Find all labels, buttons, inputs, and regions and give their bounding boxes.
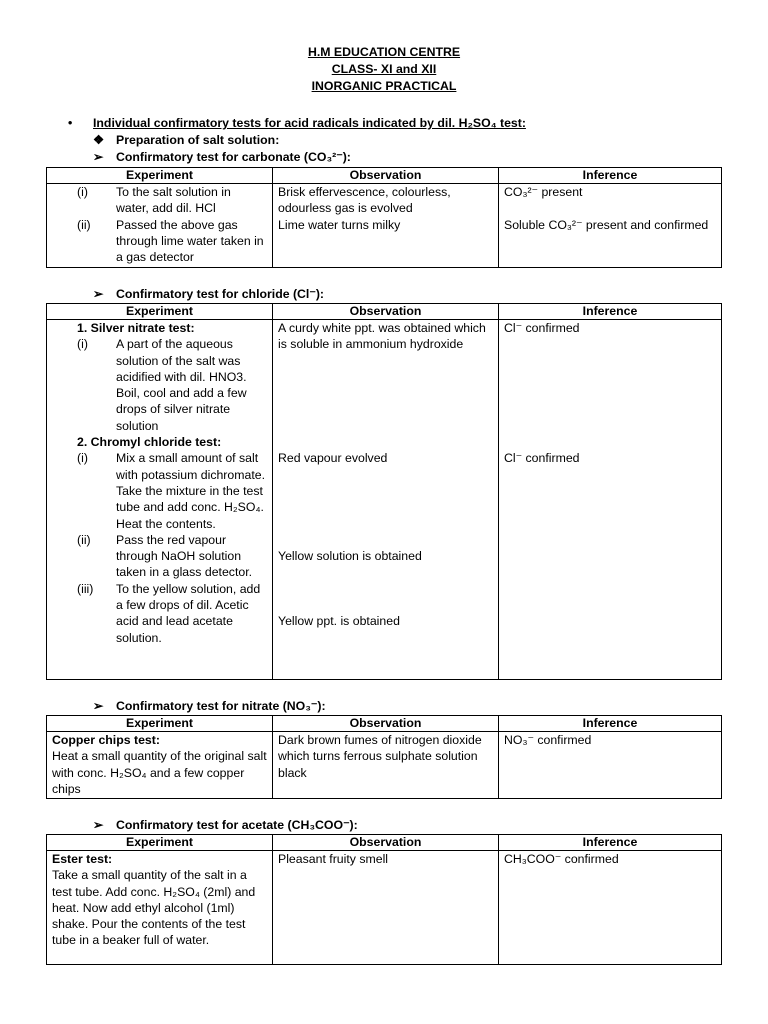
title-centre: H.M EDUCATION CENTRE xyxy=(307,45,461,59)
prep-heading: Preparation of salt solution: xyxy=(116,133,280,147)
observation-text: Pleasant fruity smell xyxy=(278,852,389,866)
inference-text: CO₃²⁻ present xyxy=(504,185,583,199)
observation-text: A curdy white ppt. was obtained which is soluble in ammonium hydroxide xyxy=(278,321,486,352)
col-inference: Inference xyxy=(499,716,722,732)
experiment-text: To the yellow solution, add a few drops of dil. Acetic acid and lead acetate solution. xyxy=(116,581,261,645)
subtest-heading: 1. Silver nitrate test: xyxy=(77,321,195,335)
col-observation: Observation xyxy=(273,835,499,851)
row-number: (i) xyxy=(77,185,88,199)
row-number: (iii) xyxy=(77,581,94,596)
experiment-text: Pass the red vapour through NaOH solution taken in a glass detector. xyxy=(116,532,253,580)
acetate-title: Confirmatory test for acetate (CH₃COO⁻): xyxy=(116,818,358,832)
col-experiment: Experiment xyxy=(47,835,273,851)
col-observation: Observation xyxy=(273,716,499,732)
arrow-icon: ➢ xyxy=(93,699,104,713)
col-experiment: Experiment xyxy=(47,716,273,732)
observation-text: Dark brown fumes of nitrogen dioxide which turns ferrous sulphate solution black xyxy=(278,733,482,780)
experiment-text: A part of the aqueous solution of the salt was acidified with dil. HNO3. Boil, cool and add a few drops of silver nitrate solution xyxy=(116,337,247,433)
experiment-text: Take a small quantity of the salt in a test tube. Add conc. H₂SO₄ (2ml) and heat. Now add ethyl alcohol (1ml) shake. Pour the contents of the test tube in a beaker full of water. xyxy=(52,868,256,948)
inference-text: Cl⁻ confirmed xyxy=(504,321,580,335)
bullet-icon: • xyxy=(68,116,73,130)
table-row xyxy=(47,732,722,799)
col-experiment: Experiment xyxy=(47,168,273,184)
row-number: (ii) xyxy=(77,532,91,547)
arrow-icon: ➢ xyxy=(93,818,104,832)
col-inference: Inference xyxy=(499,168,722,184)
inference-text: Cl⁻ confirmed xyxy=(504,451,580,465)
title-class: CLASS- XI and XII xyxy=(331,62,437,76)
inference-text: Soluble CO₃²⁻ present and confirmed xyxy=(504,217,709,232)
nitrate-title: Confirmatory test for nitrate (NO₃⁻): xyxy=(116,699,326,713)
col-observation: Observation xyxy=(273,168,499,184)
experiment-text: To the salt solution in water, add dil. HCl xyxy=(116,185,231,216)
carbonate-title: Confirmatory test for carbonate (CO₃²⁻): xyxy=(116,150,351,164)
col-observation: Observation xyxy=(273,304,499,320)
test-heading: Ester test: xyxy=(52,852,113,866)
chloride-title: Confirmatory test for chloride (Cl⁻): xyxy=(116,287,325,301)
arrow-icon: ➢ xyxy=(93,287,104,301)
observation-text: Red vapour evolved xyxy=(278,451,388,465)
observation-text: Yellow ppt. is obtained xyxy=(278,614,400,628)
chloride-table xyxy=(46,303,722,680)
table-row xyxy=(47,320,722,680)
inference-text: CH₃COO⁻ confirmed xyxy=(504,852,619,866)
test-heading: Copper chips test: xyxy=(52,733,160,747)
title-subject: INORGANIC PRACTICAL xyxy=(311,79,457,93)
observation-text: Yellow solution is obtained xyxy=(278,549,422,563)
col-inference: Inference xyxy=(499,304,722,320)
row-number: (i) xyxy=(77,337,88,352)
col-experiment: Experiment xyxy=(47,304,273,320)
col-inference: Inference xyxy=(499,835,722,851)
carbonate-table xyxy=(46,167,722,268)
acetate-table xyxy=(46,834,722,965)
observation-text: Brisk effervescence, colourless, odourless gas is evolved xyxy=(278,185,451,216)
section-heading: Individual confirmatory tests for acid radicals indicated by dil. H₂SO₄ test: xyxy=(93,116,526,130)
nitrate-table xyxy=(46,715,722,799)
table-row xyxy=(47,184,722,268)
subtest-heading: 2. Chromyl chloride test: xyxy=(77,435,222,450)
table-row xyxy=(47,851,722,965)
experiment-text: Heat a small quantity of the original salt with conc. H₂SO₄ and a few copper chips xyxy=(52,749,267,796)
diamond-icon: ❖ xyxy=(93,133,105,147)
experiment-text: Passed the above gas through lime water taken in a gas detector xyxy=(116,217,264,265)
experiment-text: Mix a small amount of salt with potassium dichromate. Take the mixture in the test tube and add conc. H₂SO₄. Heat the contents. xyxy=(116,451,265,531)
row-number: (i) xyxy=(77,451,88,466)
row-number: (ii) xyxy=(77,217,91,232)
observation-text: Lime water turns milky xyxy=(278,217,401,232)
arrow-icon: ➢ xyxy=(93,150,104,164)
inference-text: NO₃⁻ confirmed xyxy=(504,733,592,747)
